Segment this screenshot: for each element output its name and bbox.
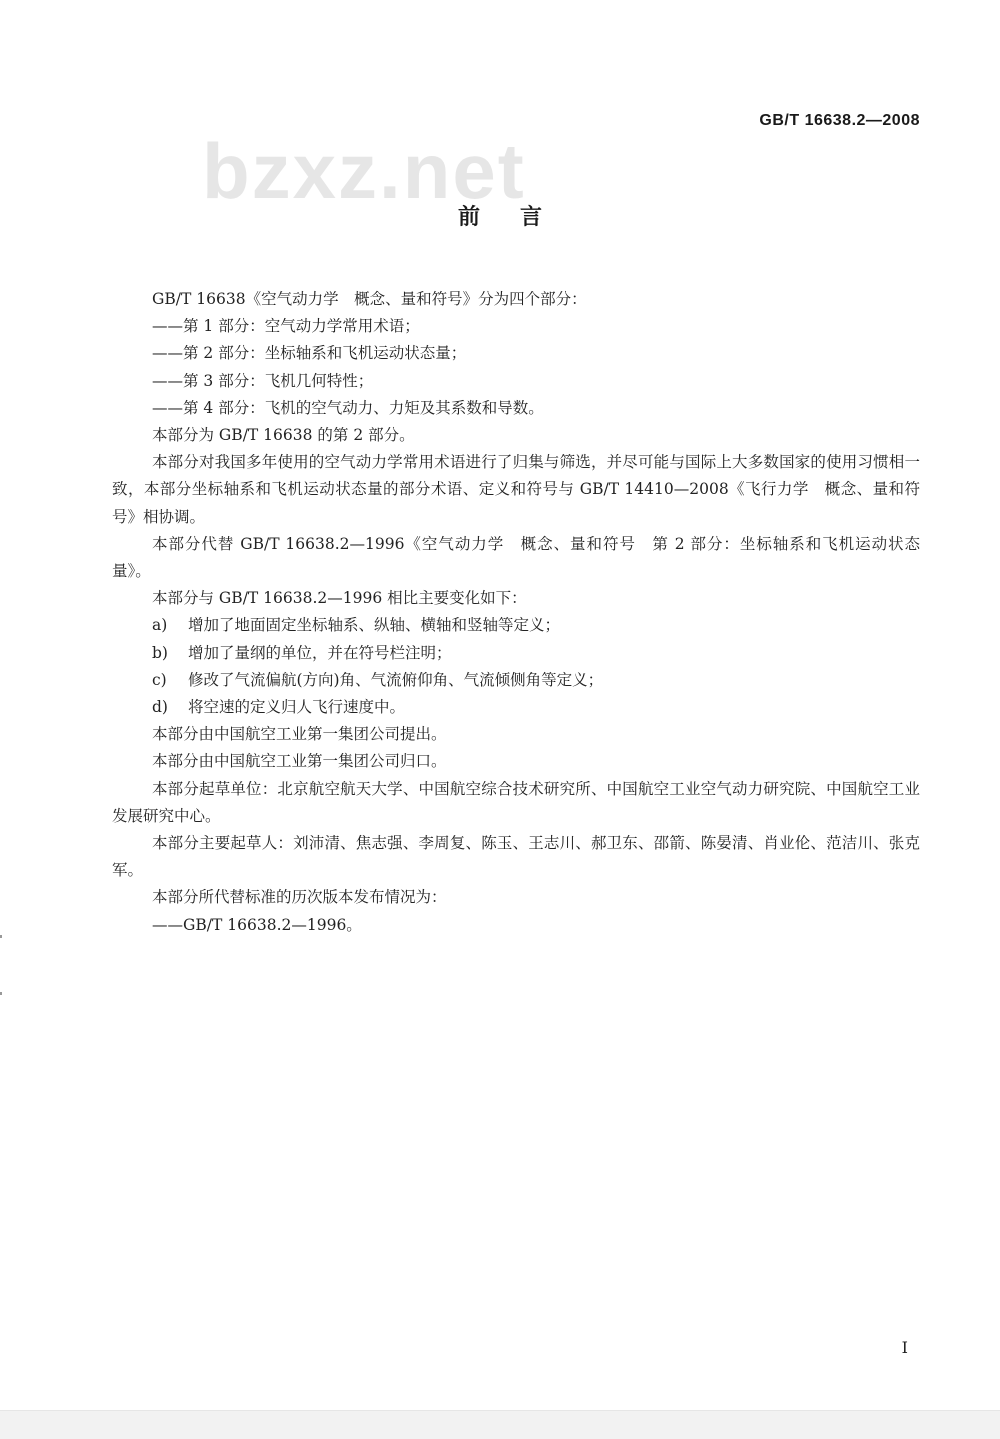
change-item xyxy=(112,667,920,694)
change-item xyxy=(112,640,920,667)
proposed-by-paragraph: 本部分由中国航空工业第一集团公司提出。 xyxy=(152,725,447,744)
centralized-by-paragraph: 本部分由中国航空工业第一集团公司归口。 xyxy=(152,752,447,771)
change-text: 增加了量纲的单位，并在符号栏注明； xyxy=(188,643,452,662)
scan-mark xyxy=(0,935,2,938)
change-text: 修改了气流偏航(方向)角、气流俯仰角、气流倾侧角等定义； xyxy=(188,670,604,689)
scan-mark xyxy=(0,992,2,995)
part-item: ——第 1 部分：空气动力学常用术语； xyxy=(152,317,420,336)
replaces-paragraph: 本部分代替 GB/T 16638.2—1996《空气动力学 概念、量和符号 第 2 部分：坐标轴系和飞机运动状态量》。 xyxy=(112,534,920,581)
history-item: ——GB/T 16638.2—1996。 xyxy=(152,915,362,934)
change-text: 增加了地面固定坐标轴系、纵轴、横轴和竖轴等定义； xyxy=(188,616,561,635)
part-item: ——第 4 部分：飞机的空气动力、力矩及其系数和导数。 xyxy=(152,398,544,417)
watermark: bzxz.net xyxy=(202,127,526,215)
this-part-paragraph: 本部分为 GB/T 16638 的第 2 部分。 xyxy=(152,426,415,445)
standard-number: GB/T 16638.2—2008 xyxy=(759,112,920,129)
change-marker: b) xyxy=(152,643,168,662)
bottom-edge-strip xyxy=(0,1410,1000,1439)
drafting-units-paragraph: 本部分起草单位：北京航空航天大学、中国航空综合技术研究所、中国航空工业空气动力研究院、中国航空工业发展研究中心。 xyxy=(112,779,920,825)
change-item xyxy=(112,612,920,639)
changes-intro-paragraph: 本部分与 GB/T 16638.2—1996 相比主要变化如下： xyxy=(152,589,527,608)
drafters-paragraph: 本部分主要起草人：刘沛清、焦志强、李周复、陈玉、王志川、郝卫东、邵箭、陈晏清、肖业伦、范洁川、张克军。 xyxy=(112,834,920,880)
part-item: ——第 2 部分：坐标轴系和飞机运动状态量； xyxy=(152,344,467,363)
intro-paragraph: GB/T 16638《空气动力学 概念、量和符号》分为四个部分： xyxy=(152,290,587,308)
page-number: I xyxy=(901,1338,908,1357)
history-intro-paragraph: 本部分所代替标准的历次版本发布情况为： xyxy=(152,888,447,907)
part-item: ——第 3 部分：飞机几何特性； xyxy=(152,371,374,390)
change-marker: d) xyxy=(152,698,168,717)
page-title: 前言 xyxy=(457,205,582,230)
change-item xyxy=(112,694,920,721)
change-marker: c) xyxy=(152,670,167,689)
foreword-body xyxy=(112,286,920,939)
change-text: 将空速的定义归人飞行速度中。 xyxy=(188,698,406,717)
coordination-paragraph: 本部分对我国多年使用的空气动力学常用术语进行了归集与筛选，并尽可能与国际上大多数国家的使用习惯相一致，本部分坐标轴系和飞机运动状态量的部分术语、定义和符号与 GB/T 14410—2008《飞行力学 概念、量和符号》相协调。 xyxy=(112,453,920,526)
change-marker: a) xyxy=(152,616,168,635)
